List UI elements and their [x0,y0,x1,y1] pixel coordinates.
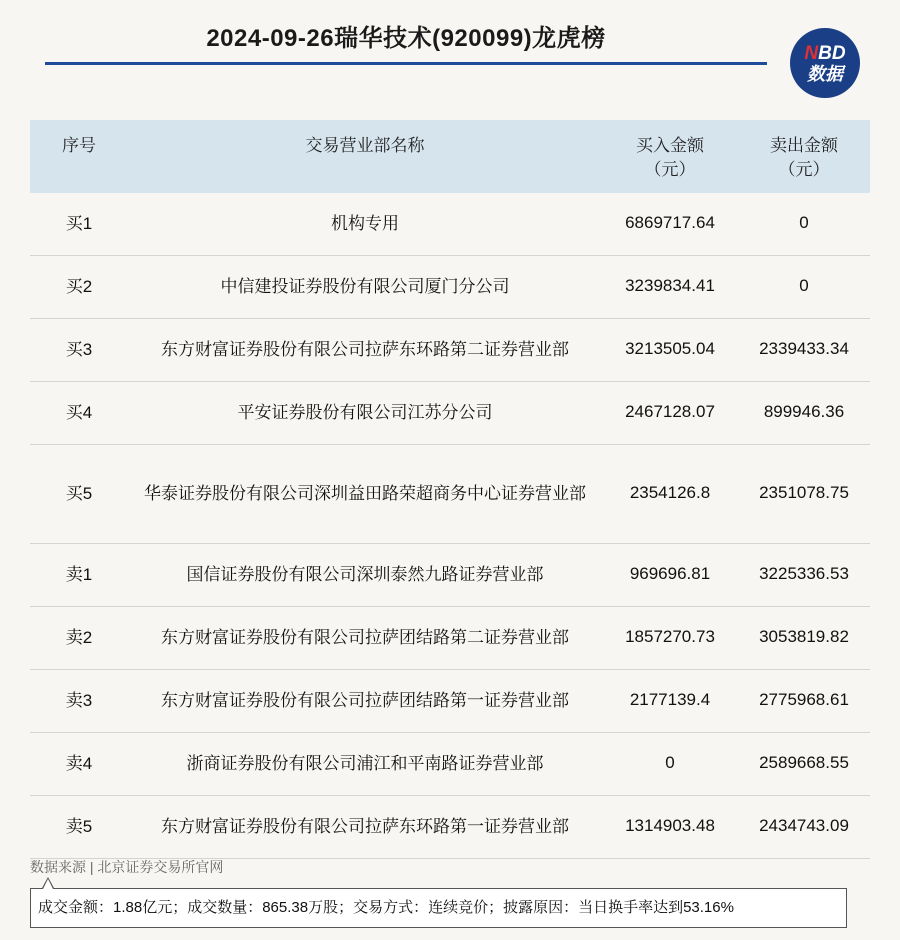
rank-cell: 卖4 [30,733,128,796]
logo-text-top: NBD [804,42,846,64]
sell-amount-cell: 0 [738,193,870,256]
header-sell-amount: 卖出金额 （元） [738,120,870,193]
trade-summary-note: 成交金额：1.88亿元；成交数量：865.38万股；交易方式：连续竞价；披露原因：当日换手率达到53.16% [30,888,847,928]
sell-amount-cell: 2339433.34 [738,319,870,382]
branch-cell: 机构专用 [128,193,602,256]
sell-amount-cell: 3053819.82 [738,607,870,670]
rank-cell: 卖1 [30,544,128,607]
branch-cell: 东方财富证券股份有限公司拉萨东环路第一证券营业部 [128,796,602,859]
branch-cell: 浙商证券股份有限公司浦江和平南路证券营业部 [128,733,602,796]
rank-cell: 卖3 [30,670,128,733]
note-pointer-fill [43,879,53,889]
branch-cell: 国信证券股份有限公司深圳泰然九路证券营业部 [128,544,602,607]
sell-amount-cell: 0 [738,256,870,319]
sell-amount-cell: 3225336.53 [738,544,870,607]
rank-cell: 买3 [30,319,128,382]
header-rank: 序号 [30,120,128,193]
buy-amount-cell: 2467128.07 [602,382,738,445]
branch-cell: 东方财富证券股份有限公司拉萨东环路第二证券营业部 [128,319,602,382]
branch-cell: 华泰证券股份有限公司深圳益田路荣超商务中心证券营业部 [128,445,602,544]
rank-cell: 卖2 [30,607,128,670]
table-row [30,607,870,670]
title-divider [45,62,767,65]
buy-amount-cell: 2354126.8 [602,445,738,544]
table-row [30,544,870,607]
rank-cell: 买1 [30,193,128,256]
table-header-row [30,120,870,193]
table-row [30,670,870,733]
page-title: 2024-09-26瑞华技术(920099)龙虎榜 [206,25,606,52]
sell-amount-cell: 2434743.09 [738,796,870,859]
table-row [30,796,870,859]
header-branch: 交易营业部名称 [128,120,602,193]
rank-cell: 卖5 [30,796,128,859]
sell-amount-cell: 2351078.75 [738,445,870,544]
buy-amount-cell: 0 [602,733,738,796]
table-row [30,382,870,445]
dragon-tiger-table [30,120,870,859]
branch-cell: 中信建投证券股份有限公司厦门分公司 [128,256,602,319]
buy-amount-cell: 1314903.48 [602,796,738,859]
logo-text-bottom: 数据 [807,63,843,84]
buy-amount-cell: 6869717.64 [602,193,738,256]
table-row [30,445,870,544]
table-row [30,319,870,382]
header-buy-amount: 买入金额 （元） [602,120,738,193]
rank-cell: 买2 [30,256,128,319]
sell-amount-cell: 899946.36 [738,382,870,445]
sell-amount-cell: 2775968.61 [738,670,870,733]
table-row [30,256,870,319]
sell-amount-cell: 2589668.55 [738,733,870,796]
branch-cell: 东方财富证券股份有限公司拉萨团结路第一证券营业部 [128,670,602,733]
branch-cell: 平安证券股份有限公司江苏分公司 [128,382,602,445]
buy-amount-cell: 969696.81 [602,544,738,607]
table-row [30,193,870,256]
nbd-logo [790,28,860,98]
buy-amount-cell: 3239834.41 [602,256,738,319]
table-row [30,733,870,796]
buy-amount-cell: 3213505.04 [602,319,738,382]
rank-cell: 买5 [30,445,128,544]
buy-amount-cell: 1857270.73 [602,607,738,670]
branch-cell: 东方财富证券股份有限公司拉萨团结路第二证券营业部 [128,607,602,670]
rank-cell: 买4 [30,382,128,445]
buy-amount-cell: 2177139.4 [602,670,738,733]
data-source: 数据来源 | 北京证券交易所官网 [30,859,224,875]
